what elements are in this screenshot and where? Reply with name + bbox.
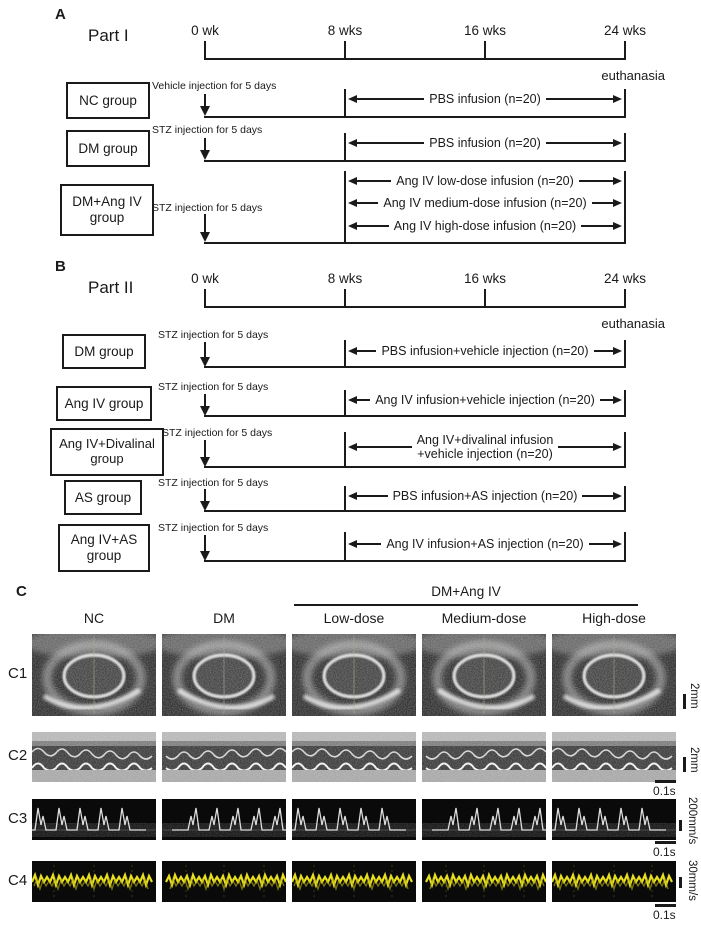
vline-24wks — [624, 133, 626, 160]
arrow-line — [357, 98, 424, 100]
arrow-right-icon — [613, 540, 622, 548]
arrow-right-icon — [613, 222, 622, 230]
down-arrow — [204, 440, 206, 458]
arrow-line — [357, 225, 389, 227]
arrow-line — [546, 98, 613, 100]
arrow-line — [558, 446, 613, 448]
down-arrow — [204, 138, 206, 151]
vline-8wks — [344, 89, 346, 116]
infusion-line-2: +vehicle injection (n=20) — [417, 447, 553, 461]
column-label-high-dose: High-dose — [582, 610, 646, 626]
infusion-line-1: Ang IV+divalinal infusion — [416, 432, 554, 447]
row-baseline — [204, 116, 626, 118]
tick-mark — [624, 289, 626, 306]
arrow-right-icon — [613, 492, 622, 500]
arrow-line — [357, 142, 424, 144]
group-box-dm: DM group — [62, 334, 146, 369]
vline-24wks — [624, 432, 626, 466]
injection-label: STZ injection for 5 days — [158, 477, 269, 489]
scalebar-c1-label: 2mm — [688, 683, 700, 709]
tick-label-16wks: 16 wks — [463, 23, 507, 38]
scalebar-c4-label: 30mm/s — [686, 860, 698, 901]
ultrasound-mmode-dm — [162, 732, 286, 782]
tick-label-0wk: 0 wk — [191, 23, 219, 38]
vline-24wks — [624, 390, 626, 415]
ultrasound-bmode-low-dose — [292, 634, 416, 716]
dm-angiv-header: DM+Ang IV — [431, 584, 501, 599]
tick-label-24wks: 24 wks — [603, 271, 647, 286]
vline-8wks — [344, 390, 346, 415]
arrow-line — [581, 225, 613, 227]
tick-mark — [204, 289, 206, 306]
infusion-arrow — [348, 135, 622, 151]
infusion-label: Ang IV infusion+vehicle injection (n=20) — [375, 392, 595, 407]
panel-a-title: Part I — [88, 26, 129, 45]
infusion-label: Ang IV infusion+AS injection (n=20) — [386, 536, 584, 551]
row-label-c2: C2 — [8, 747, 28, 764]
ultrasound-mmode-high-dose — [552, 732, 676, 782]
row-baseline — [204, 366, 626, 368]
group-box-as: AS group — [64, 480, 142, 515]
timeline-line — [204, 58, 626, 60]
vline-24wks — [624, 89, 626, 116]
doppler-flow-high-dose — [552, 799, 676, 840]
dm-angiv-header-line — [294, 604, 638, 606]
arrow-line — [582, 495, 613, 497]
infusion-arrow — [348, 195, 622, 211]
column-label-dm: DM — [213, 610, 235, 626]
group-box-dm-angiv: DM+Ang IV group — [60, 184, 154, 236]
doppler-flow-nc — [32, 799, 156, 840]
ultrasound-bmode-high-dose — [552, 634, 676, 716]
arrow-line — [357, 180, 391, 182]
arrow-right-icon — [613, 139, 622, 147]
tissue-doppler-nc — [32, 861, 156, 902]
timebar-c3-label: 0.1s — [653, 845, 676, 859]
arrow-line — [594, 350, 613, 352]
injection-label: STZ injection for 5 days — [158, 522, 269, 534]
vline-24wks — [624, 532, 626, 560]
down-arrow — [204, 489, 206, 502]
arrow-line — [546, 142, 613, 144]
infusion-arrow — [348, 218, 622, 234]
arrow-right-icon — [613, 347, 622, 355]
arrow-left-icon — [348, 222, 357, 230]
euthanasia-label: euthanasia — [601, 68, 665, 83]
timebar-c4-label: 0.1s — [653, 908, 676, 922]
injection-label: STZ injection for 5 days — [152, 124, 263, 136]
tick-label-24wks: 24 wks — [603, 23, 647, 38]
infusion-label: Ang IV medium-dose infusion (n=20) — [383, 195, 587, 210]
tissue-doppler-dm — [162, 861, 286, 902]
down-arrow — [204, 342, 206, 358]
injection-label: Vehicle injection for 5 days — [152, 80, 277, 92]
arrow-left-icon — [348, 177, 357, 185]
vline-24wks — [624, 171, 626, 242]
infusion-label — [412, 433, 559, 462]
scalebar-c3-tick — [679, 820, 682, 831]
tick-mark — [484, 41, 486, 58]
tick-mark — [344, 289, 346, 306]
infusion-label: PBS infusion+AS injection (n=20) — [392, 488, 578, 503]
scalebar-c2-tick — [683, 757, 686, 772]
arrow-right-icon — [613, 177, 622, 185]
column-label-low-dose: Low-dose — [323, 610, 385, 626]
tissue-doppler-low-dose — [292, 861, 416, 902]
arrow-left-icon — [348, 396, 357, 404]
doppler-flow-medium-dose — [422, 799, 546, 840]
column-label-medium-dose: Medium-dose — [441, 610, 527, 626]
group-box-angiv: Ang IV group — [56, 386, 152, 421]
tick-label-8wks: 8 wks — [327, 23, 363, 38]
down-arrow — [204, 94, 206, 107]
arrow-left-icon — [348, 199, 357, 207]
arrow-right-icon — [613, 396, 622, 404]
infusion-arrow — [348, 488, 622, 504]
injection-label: STZ injection for 5 days — [158, 381, 269, 393]
ultrasound-bmode-dm — [162, 634, 286, 716]
ultrasound-mmode-medium-dose — [422, 732, 546, 782]
injection-label: STZ injection for 5 days — [158, 329, 269, 341]
arrow-line — [589, 543, 613, 545]
row-label-c3: C3 — [8, 810, 28, 827]
vline-24wks — [624, 486, 626, 510]
arrow-left-icon — [348, 492, 357, 500]
group-box-angiv-divalinal: Ang IV+Divalinal group — [50, 428, 164, 476]
infusion-arrow — [348, 173, 622, 189]
ultrasound-mmode-nc — [32, 732, 156, 782]
tick-label-0wk: 0 wk — [191, 271, 219, 286]
infusion-arrow — [348, 91, 622, 107]
timebar-c4 — [655, 904, 676, 907]
arrow-right-icon — [613, 443, 622, 451]
scalebar-c1-tick — [683, 694, 686, 709]
row-baseline — [204, 242, 626, 244]
arrow-line — [357, 543, 381, 545]
scalebar-c4-tick — [679, 877, 682, 888]
vline-8wks — [344, 432, 346, 466]
injection-label: STZ injection for 5 days — [162, 427, 273, 439]
down-arrow — [204, 214, 206, 233]
vline-8wks — [344, 486, 346, 510]
infusion-arrow — [348, 536, 622, 552]
vline-8wks — [344, 133, 346, 160]
euthanasia-label: euthanasia — [601, 316, 665, 331]
arrow-left-icon — [348, 443, 357, 451]
tick-mark — [484, 289, 486, 306]
arrow-left-icon — [348, 139, 357, 147]
tick-mark — [624, 41, 626, 58]
tick-mark — [344, 41, 346, 58]
timebar-c2-label: 0.1s — [653, 784, 676, 798]
arrow-line — [357, 495, 388, 497]
down-arrow — [204, 535, 206, 552]
row-baseline — [204, 415, 626, 417]
vline-24wks — [624, 340, 626, 366]
panel-b-label: B — [55, 258, 66, 275]
infusion-arrow — [348, 433, 622, 461]
timebar-c2 — [655, 780, 676, 783]
row-baseline — [204, 466, 626, 468]
panel-a-label: A — [55, 6, 66, 23]
infusion-arrow — [348, 392, 622, 408]
infusion-label: Ang IV high-dose infusion (n=20) — [393, 218, 577, 233]
arrow-left-icon — [348, 540, 357, 548]
arrow-left-icon — [348, 347, 357, 355]
arrow-line — [357, 446, 412, 448]
group-box-dm: DM group — [66, 130, 150, 167]
row-baseline — [204, 160, 626, 162]
ultrasound-bmode-nc — [32, 634, 156, 716]
tick-label-16wks: 16 wks — [463, 271, 507, 286]
doppler-flow-low-dose — [292, 799, 416, 840]
tick-label-8wks: 8 wks — [327, 271, 363, 286]
tissue-doppler-medium-dose — [422, 861, 546, 902]
ultrasound-bmode-medium-dose — [422, 634, 546, 716]
ultrasound-mmode-low-dose — [292, 732, 416, 782]
infusion-arrow — [348, 343, 622, 359]
group-box-nc: NC group — [66, 82, 150, 119]
arrow-line — [357, 399, 370, 401]
panel-c-label: C — [16, 583, 27, 600]
arrow-left-icon — [348, 95, 357, 103]
tick-mark — [204, 41, 206, 58]
scalebar-c3-label: 200mm/s — [686, 797, 698, 845]
vline-8wks — [344, 340, 346, 366]
row-label-c4: C4 — [8, 872, 28, 889]
down-arrow — [204, 394, 206, 407]
panel-b-title: Part II — [88, 278, 134, 297]
infusion-label: PBS infusion+vehicle injection (n=20) — [381, 343, 589, 358]
group-box-angiv-as: Ang IV+AS group — [58, 524, 150, 572]
arrow-line — [592, 202, 613, 204]
row-label-c1: C1 — [8, 665, 28, 682]
infusion-label: PBS infusion (n=20) — [429, 91, 541, 106]
arrow-right-icon — [613, 95, 622, 103]
arrow-right-icon — [613, 199, 622, 207]
column-label-nc: NC — [83, 610, 105, 626]
vline-8wks — [344, 532, 346, 560]
arrow-line — [357, 350, 376, 352]
doppler-flow-dm — [162, 799, 286, 840]
infusion-label: Ang IV low-dose infusion (n=20) — [396, 173, 574, 188]
arrow-line — [357, 202, 378, 204]
tissue-doppler-high-dose — [552, 861, 676, 902]
arrow-line — [579, 180, 613, 182]
timeline-line — [204, 306, 626, 308]
row-baseline — [204, 560, 626, 562]
arrow-line — [600, 399, 613, 401]
injection-label: STZ injection for 5 days — [152, 202, 263, 214]
vline-8wks — [344, 171, 346, 242]
row-baseline — [204, 510, 626, 512]
timebar-c3 — [655, 841, 676, 844]
scalebar-c2-label: 2mm — [688, 747, 700, 773]
infusion-label: PBS infusion (n=20) — [429, 135, 541, 150]
